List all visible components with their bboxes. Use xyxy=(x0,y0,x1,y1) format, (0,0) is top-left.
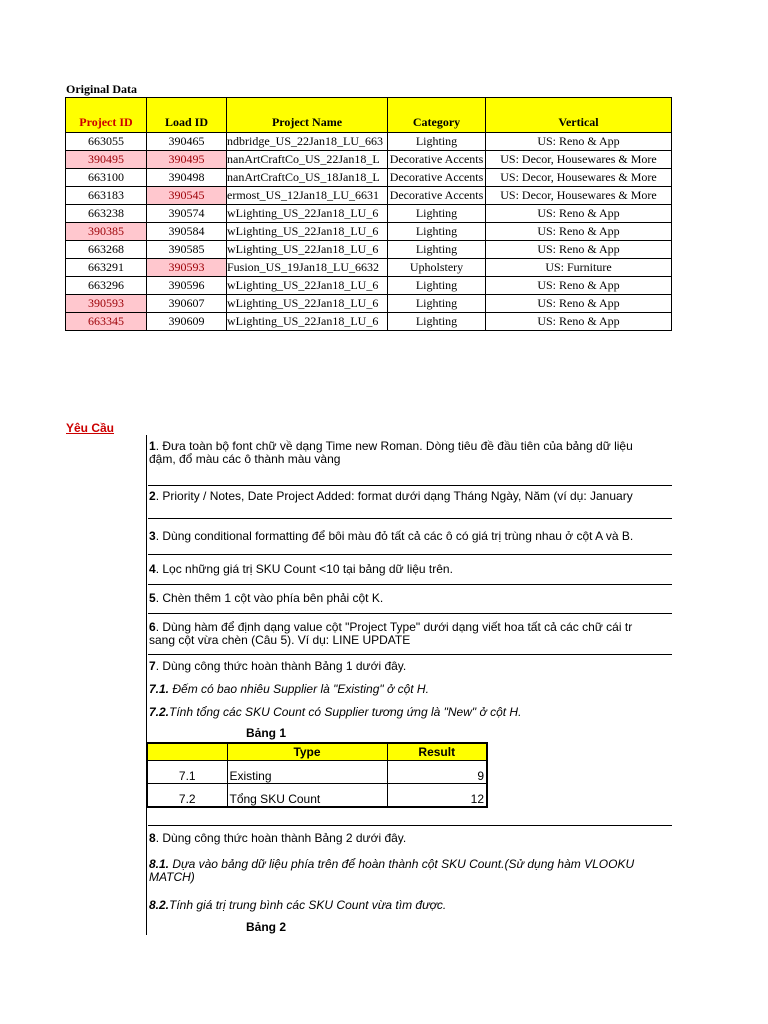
requirement-4[interactable] xyxy=(148,563,672,585)
load-id-cell[interactable]: 390465 xyxy=(147,133,227,151)
requirement-1-text: . Đưa toàn bộ font chữ về dạng Time new Roman. Dòng tiêu đề đầu tiên của bảng dữ liệu xyxy=(155,440,633,453)
original-data-table xyxy=(65,97,672,331)
requirement-8-1[interactable] xyxy=(148,858,672,888)
load-id-cell[interactable]: 390609 xyxy=(147,313,227,331)
requirement-1-text-cont: đậm, đổ màu các ô thành màu vàng xyxy=(149,452,341,466)
table-row xyxy=(66,133,672,151)
table-row xyxy=(66,205,672,223)
requirement-2[interactable] xyxy=(148,490,672,519)
project-name-text: ermost_US_12Jan18_LU_6631 xyxy=(227,188,379,202)
requirement-4-number: 4 xyxy=(149,563,156,576)
requirement-7-1-text: Đếm có bao nhiêu Supplier là "Existing" ở cột H. xyxy=(169,683,429,696)
requirement-5[interactable] xyxy=(148,592,672,614)
requirement-3-text: . Dùng conditional formatting để bôi màu đỏ tất cả các ô có giá trị trùng nhau ở cột A và B. xyxy=(155,530,634,543)
bang-1-type-cell[interactable]: Tổng SKU Count xyxy=(227,784,387,808)
requirement-7-text: . Dùng công thức hoàn thành Bảng 1 dưới đây. xyxy=(155,660,407,673)
bang-1-header-type: Type xyxy=(227,743,387,761)
project-name-text: Fusion_US_19Jan18_LU_6632 xyxy=(227,260,380,274)
requirement-4-text: . Lọc những giá trị SKU Count <10 tại bảng dữ liệu trên. xyxy=(155,563,453,576)
category-cell[interactable]: Decorative Accents xyxy=(388,151,486,169)
table-row xyxy=(66,187,672,205)
category-cell[interactable]: Lighting xyxy=(388,295,486,313)
requirement-2-number: 2 xyxy=(149,490,156,503)
requirement-5-number: 5 xyxy=(149,592,156,605)
load-id-cell[interactable]: 390495 xyxy=(147,151,227,169)
requirement-7-1[interactable] xyxy=(148,683,672,699)
requirements-divider xyxy=(148,811,672,826)
project-id-cell[interactable]: 663268 xyxy=(66,241,147,259)
requirement-6-text-cont: sang cột vừa chèn (Câu 5). Ví dụ: LINE UPDATE xyxy=(149,633,411,647)
table-row xyxy=(66,313,672,331)
vertical-cell[interactable]: US: Reno & App xyxy=(486,205,672,223)
table-header-row xyxy=(66,98,672,133)
table-row xyxy=(66,169,672,187)
project-name-text: ndbridge_US_22Jan18_LU_663 xyxy=(227,134,383,148)
category-cell[interactable]: Lighting xyxy=(388,313,486,331)
bang-2-title: Bảng 2 xyxy=(246,920,287,934)
project-name-cell[interactable] xyxy=(227,187,388,205)
requirement-7-2[interactable] xyxy=(148,706,672,722)
table-row xyxy=(66,259,672,277)
table-row xyxy=(147,784,487,808)
project-id-cell[interactable]: 390593 xyxy=(66,295,147,313)
requirement-7-2-text: Tính tổng các SKU Count có Supplier tương ứng là "New" ở cột H. xyxy=(169,706,522,719)
vertical-cell[interactable]: US: Decor, Housewares & More xyxy=(486,187,672,205)
load-id-cell[interactable]: 390584 xyxy=(147,223,227,241)
category-cell[interactable]: Lighting xyxy=(388,205,486,223)
requirement-8-1-text-cont: MATCH) xyxy=(149,870,195,884)
project-id-cell[interactable]: 390495 xyxy=(66,151,147,169)
requirement-1-number: 1 xyxy=(149,440,156,453)
bang-1-type-cell[interactable]: Existing xyxy=(227,761,387,784)
original-data-title: Original Data xyxy=(66,82,137,96)
table-row xyxy=(66,151,672,169)
project-id-cell[interactable]: 663345 xyxy=(66,313,147,331)
bang-1-header-index xyxy=(147,743,227,761)
bang-1-index-cell[interactable]: 7.1 xyxy=(147,761,227,784)
header-project-name[interactable]: Project Name xyxy=(227,98,388,133)
project-id-cell[interactable]: 663183 xyxy=(66,187,147,205)
bang-1-header-result: Result xyxy=(387,743,487,761)
requirement-7[interactable] xyxy=(148,660,672,676)
requirement-8-1-text: Dựa vào bảng dữ liệu phía trên để hoàn thành cột SKU Count.(Sử dụng hàm VLOOKU xyxy=(169,858,635,871)
vertical-cell[interactable]: US: Reno & App xyxy=(486,223,672,241)
header-load-id[interactable]: Load ID xyxy=(147,98,227,133)
requirements-title: Yêu Cầu xyxy=(66,421,115,435)
project-name-cell[interactable] xyxy=(227,133,388,151)
vertical-cell[interactable]: US: Reno & App xyxy=(486,133,672,151)
table-row xyxy=(66,223,672,241)
load-id-cell[interactable]: 390585 xyxy=(147,241,227,259)
header-category[interactable]: Category xyxy=(388,98,486,133)
requirement-5-text: . Chèn thêm 1 cột vào phía bên phải cột K. xyxy=(155,592,384,605)
project-name-text: wLighting_US_22Jan18_LU_6 xyxy=(227,296,379,310)
project-name-text: nanArtCraftCo_US_22Jan18_L xyxy=(227,152,380,166)
project-name-text: wLighting_US_22Jan18_LU_6 xyxy=(227,224,379,238)
project-name-cell[interactable] xyxy=(227,277,388,295)
header-project-id[interactable]: Project ID xyxy=(66,98,147,133)
project-name-cell[interactable] xyxy=(227,223,388,241)
category-cell[interactable]: Lighting xyxy=(388,241,486,259)
bang-1-result-cell[interactable]: 12 xyxy=(387,784,487,808)
project-name-cell[interactable] xyxy=(227,169,388,187)
original-data-body xyxy=(66,133,672,331)
requirement-1[interactable] xyxy=(148,440,672,486)
project-name-cell[interactable] xyxy=(227,241,388,259)
requirement-8[interactable] xyxy=(148,832,672,848)
project-name-text: nanArtCraftCo_US_18Jan18_L xyxy=(227,170,380,184)
table-row xyxy=(66,241,672,259)
load-id-cell[interactable]: 390545 xyxy=(147,187,227,205)
requirement-8-text: . Dùng công thức hoàn thành Bảng 2 dưới đây. xyxy=(155,832,407,845)
project-name-cell[interactable] xyxy=(227,295,388,313)
project-id-cell[interactable]: 390385 xyxy=(66,223,147,241)
requirement-8-2-text: Tính giá trị trung bình các SKU Count vừa tìm được. xyxy=(169,899,447,912)
category-cell[interactable]: Decorative Accents xyxy=(388,187,486,205)
bang-1-header-row xyxy=(147,743,487,761)
project-name-text: wLighting_US_22Jan18_LU_6 xyxy=(227,206,379,220)
table-row xyxy=(147,761,487,784)
category-cell[interactable]: Lighting xyxy=(388,133,486,151)
project-id-cell[interactable]: 663055 xyxy=(66,133,147,151)
category-cell[interactable]: Lighting xyxy=(388,277,486,295)
requirements-list xyxy=(146,435,672,935)
bang-1-result-cell[interactable]: 9 xyxy=(387,761,487,784)
load-id-cell[interactable]: 390607 xyxy=(147,295,227,313)
project-id-cell[interactable]: 663291 xyxy=(66,259,147,277)
vertical-cell[interactable]: US: Reno & App xyxy=(486,277,672,295)
bang-1-title: Bảng 1 xyxy=(246,726,287,740)
vertical-cell[interactable]: US: Reno & App xyxy=(486,241,672,259)
project-name-cell[interactable] xyxy=(227,151,388,169)
bang-1-index-cell[interactable]: 7.2 xyxy=(147,784,227,808)
requirement-7-1-number: 7.1. xyxy=(149,683,170,696)
project-id-cell[interactable]: 663296 xyxy=(66,277,147,295)
project-name-text: wLighting_US_22Jan18_LU_6 xyxy=(227,242,379,256)
vertical-cell[interactable]: US: Reno & App xyxy=(486,295,672,313)
project-name-text: wLighting_US_22Jan18_LU_6 xyxy=(227,314,379,328)
requirement-6-text: . Dùng hàm để định dạng value cột "Project Type" dưới dạng viết hoa tất cả các chữ cái tr xyxy=(155,621,633,634)
requirement-3-number: 3 xyxy=(149,530,156,543)
load-id-cell[interactable]: 390574 xyxy=(147,205,227,223)
vertical-cell[interactable]: US: Decor, Housewares & More xyxy=(486,151,672,169)
requirement-8-1-number: 8.1. xyxy=(149,858,170,871)
load-id-cell[interactable]: 390593 xyxy=(147,259,227,277)
project-id-cell[interactable]: 663100 xyxy=(66,169,147,187)
requirement-7-number: 7 xyxy=(149,660,156,673)
table-row xyxy=(66,277,672,295)
header-vertical[interactable]: Vertical xyxy=(486,98,672,133)
category-cell[interactable]: Lighting xyxy=(388,223,486,241)
vertical-cell[interactable]: US: Decor, Housewares & More xyxy=(486,169,672,187)
requirement-2-text: . Priority / Notes, Date Project Added: format dưới dạng Tháng Ngày, Năm (ví dụ: January xyxy=(155,490,633,503)
requirement-6-number: 6 xyxy=(149,621,156,634)
requirement-8-2-number: 8.2. xyxy=(149,899,170,912)
category-cell[interactable]: Upholstery xyxy=(388,259,486,277)
project-name-text: wLighting_US_22Jan18_LU_6 xyxy=(227,278,379,292)
project-name-cell[interactable] xyxy=(227,259,388,277)
requirement-8-2[interactable] xyxy=(148,899,672,915)
requirement-8-number: 8 xyxy=(149,832,156,845)
project-name-cell[interactable] xyxy=(227,313,388,331)
project-name-cell[interactable] xyxy=(227,205,388,223)
vertical-cell[interactable]: US: Furniture xyxy=(486,259,672,277)
load-id-cell[interactable]: 390498 xyxy=(147,169,227,187)
table-row xyxy=(66,295,672,313)
requirement-6[interactable] xyxy=(148,621,672,655)
vertical-cell[interactable]: US: Reno & App xyxy=(486,313,672,331)
requirement-3[interactable] xyxy=(148,530,672,555)
load-id-cell[interactable]: 390596 xyxy=(147,277,227,295)
bang-1-table xyxy=(146,742,488,808)
category-cell[interactable]: Decorative Accents xyxy=(388,169,486,187)
project-id-cell[interactable]: 663238 xyxy=(66,205,147,223)
requirement-7-2-number: 7.2. xyxy=(149,706,170,719)
